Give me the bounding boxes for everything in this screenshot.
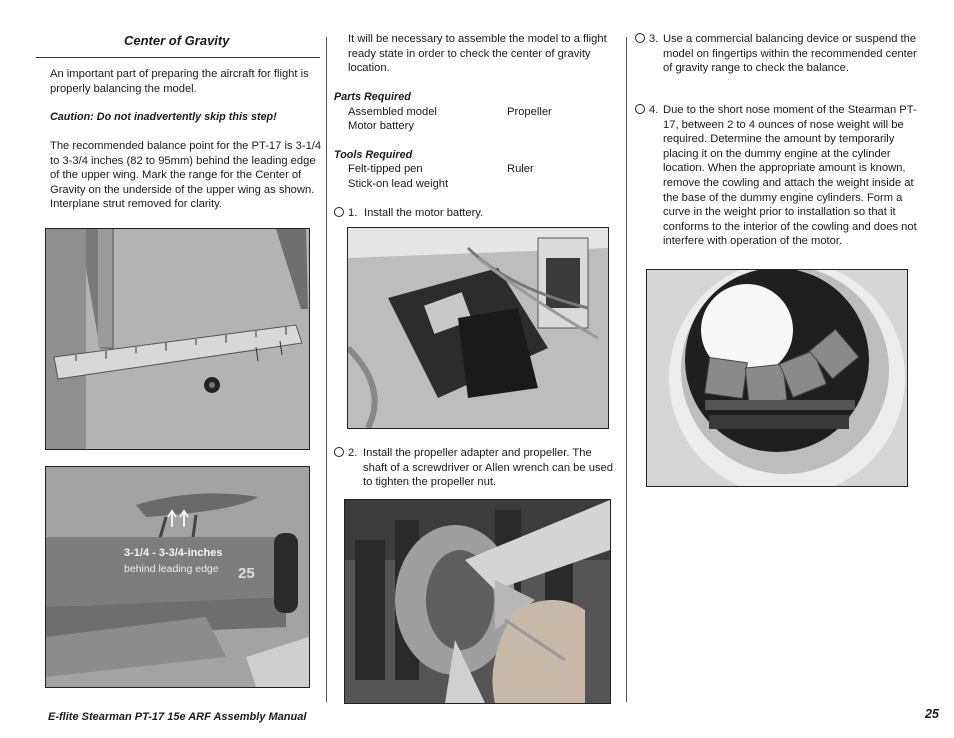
page-number: 25 [925,707,939,721]
fuselage-number: 25 [238,565,255,582]
checkbox-circle-icon[interactable] [635,104,645,114]
parts-heading: Parts Required [334,91,411,103]
part-item: Motor battery [348,120,414,132]
heading-rule [36,57,320,58]
balance-paragraph: The recommended balance point for the PT-17 is 3-1/4 to 3-3/4 inches (82 to 95mm) behind the leading edge of the upper wing. Mark the range for the Center of Gravity on the underside of the upper wing as shown. Interplane strut removed for clarity. [50,140,322,211]
tool-item: Felt-tipped pen [348,163,423,175]
column-divider-left [326,37,327,702]
battery-illustration [348,228,608,428]
step-number: 1. [348,207,358,219]
photo-cowling-weights [646,269,908,487]
checkbox-circle-icon[interactable] [334,207,344,217]
section-heading: Center of Gravity [124,33,230,48]
middle-intro: It will be necessary to assemble the model to a flight ready state in order to check the center of gravity location. [348,33,607,75]
step-number: 3. [649,33,659,45]
tool-item: Ruler [507,163,534,175]
cg-caption-line2: behind leading edge [124,563,219,575]
step-text: Due to the short nose moment of the Stearman PT-17, between 2 to 4 ounces of nose weight will be required. Determine the amount by temporarily placing it on the dummy engine at the cylinder location. When the appropriate amount is known, remove the cowling and attach the weight inside at the base of the dummy engine cylinders. Form a curve in the weight prior to installation so that it conforms to the interior of the cowling and does not interfere with operation of the motor. [663,104,917,248]
step-text: Install the motor battery. [364,207,484,219]
photo-propeller [344,499,611,704]
ruler-illustration [46,229,309,449]
biplane-illustration [46,467,309,687]
step-text: Install the propeller adapter and propeller. The shaft of a screwdriver or Allen wrench can be used to tighten the propeller nut. [363,447,613,489]
photo-biplane-cg [45,466,310,688]
column-divider-right [626,37,627,702]
part-item: Assembled model [348,106,437,118]
photo-cg-ruler [45,228,310,450]
propeller-illustration [345,500,610,703]
caution-note: Caution: Do not inadvertently skip this step! [50,111,277,123]
tool-item: Stick-on lead weight [348,178,449,190]
intro-paragraph: An important part of preparing the aircraft for flight is properly balancing the model. [50,68,309,95]
checkbox-circle-icon[interactable] [334,447,344,457]
step-number: 4. [649,104,659,116]
step-number: 2. [348,447,358,459]
cowling-illustration [647,270,907,486]
step-text: Use a commercial balancing device or suspend the model on fingertips within the recommended center of gravity range to check the balance. [663,33,917,75]
tools-heading: Tools Required [334,149,413,161]
footer-title: E-flite Stearman PT-17 15e ARF Assembly Manual [48,711,307,723]
cg-caption-line1: 3-1/4 - 3-3/4-inches [124,547,223,559]
checkbox-circle-icon[interactable] [635,33,645,43]
part-item: Propeller [507,106,552,118]
photo-battery [347,227,609,429]
